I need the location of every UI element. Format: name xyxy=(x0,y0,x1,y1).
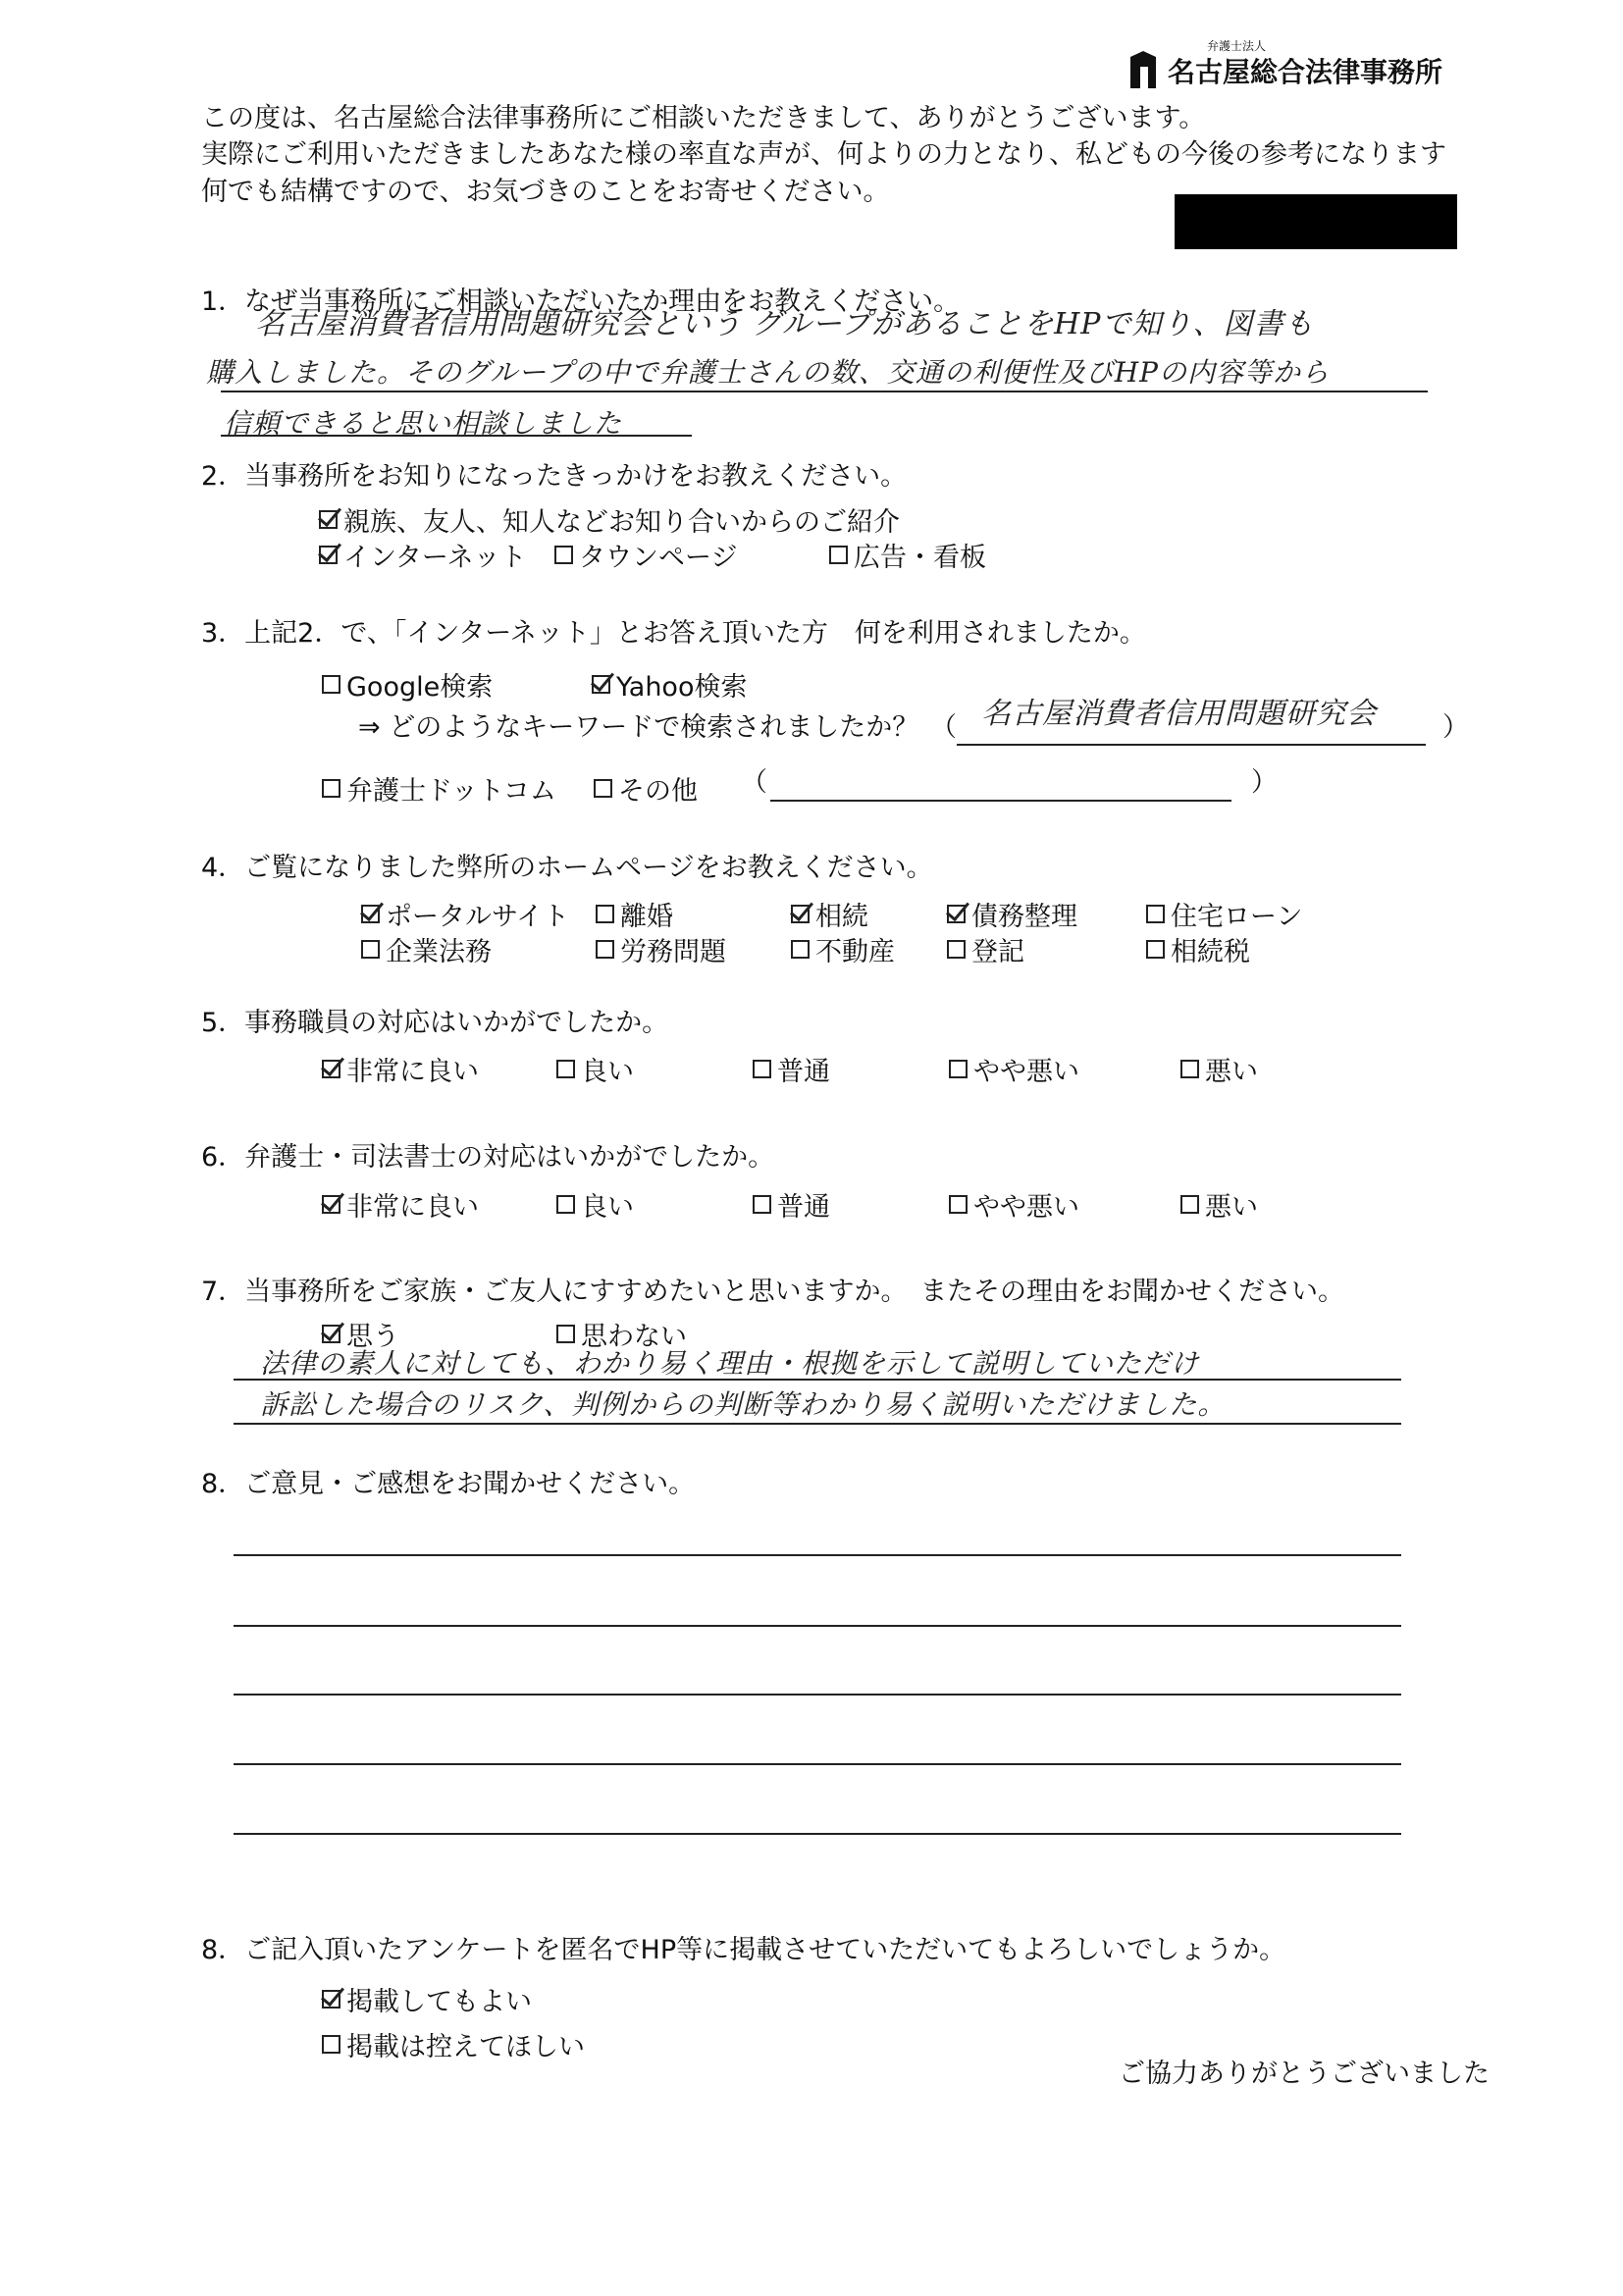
q3-option-google[interactable]: Google検索 xyxy=(322,665,493,704)
q7-option-no[interactable]: 思わない xyxy=(556,1315,687,1353)
checkbox-icon[interactable] xyxy=(791,940,810,959)
q4-label: 4．ご覧になりました弊所のホームページをお教えください。 xyxy=(201,853,933,883)
q3-option-yahoo[interactable]: Yahoo検索 xyxy=(592,665,747,704)
checkbox-checked-icon[interactable] xyxy=(319,510,338,529)
q7-option-yes[interactable]: 思う xyxy=(322,1315,399,1353)
q2-option-referral[interactable]: 親族、友人、知人などお知り合いからのご紹介 xyxy=(319,500,900,539)
intro-line-2: 実際にご利用いただきましたあなた様の率直な声が、何よりの力となり、私どもの今後の参考になります xyxy=(201,139,1446,170)
checkbox-icon[interactable] xyxy=(949,1060,968,1078)
checkbox-icon[interactable] xyxy=(596,940,614,959)
q5-option-somewhat-bad[interactable]: やや悪い xyxy=(949,1050,1079,1088)
q6-option-somewhat-bad[interactable]: やや悪い xyxy=(949,1185,1079,1224)
q5-option-good[interactable]: 良い xyxy=(556,1050,634,1088)
q4-option-divorce[interactable]: 離婚 xyxy=(596,895,673,933)
checkbox-icon[interactable] xyxy=(594,779,612,798)
checkbox-icon[interactable] xyxy=(1180,1195,1199,1214)
checkbox-icon[interactable] xyxy=(949,1195,968,1214)
q1-underline-2 xyxy=(221,435,692,437)
q4-option-corporate[interactable]: 企業法務 xyxy=(361,930,492,968)
checkbox-checked-icon[interactable] xyxy=(592,675,610,694)
q3-keyword-answer: 名古屋消費者信用問題研究会 xyxy=(981,697,1377,731)
q5-option-average[interactable]: 普通 xyxy=(753,1050,830,1088)
q4-option-debt[interactable]: 債務整理 xyxy=(947,895,1077,933)
checkbox-checked-icon[interactable] xyxy=(319,546,338,564)
q7-label: 7．当事務所をご家族・ご友人にすすめたいと思いますか。 またその理由をお聞かせください。 xyxy=(201,1277,1344,1307)
q5-option-bad[interactable]: 悪い xyxy=(1180,1050,1258,1088)
q6-option-bad[interactable]: 悪い xyxy=(1180,1185,1258,1224)
q4-option-real-estate[interactable]: 不動産 xyxy=(791,930,895,968)
q1-answer-line-1: 名古屋消費者信用問題研究会という グループがあることをHPで知り、図書も xyxy=(255,307,1315,341)
q3-other-open-paren: （ xyxy=(741,767,767,798)
q1-answer-line-3: 信頼できると思い相談しました xyxy=(224,407,623,440)
checkbox-icon[interactable] xyxy=(322,779,340,798)
checkbox-icon[interactable] xyxy=(554,546,573,564)
q4-option-portal[interactable]: ポータルサイト xyxy=(361,895,569,933)
q4-option-housing-loan[interactable]: 住宅ローン xyxy=(1146,895,1302,933)
closing-message: ご協力ありがとうございました xyxy=(1119,2059,1490,2089)
q7-underline-2 xyxy=(234,1423,1401,1425)
q8a-line-2[interactable] xyxy=(234,1625,1401,1627)
q4-option-registration[interactable]: 登記 xyxy=(947,930,1024,968)
q8a-line-5[interactable] xyxy=(234,1833,1401,1835)
q3-option-bengoshi-dotcom[interactable]: 弁護士ドットコム xyxy=(322,769,556,808)
q2-label: 2．当事務所をお知りになったきっかけをお教えください。 xyxy=(201,461,908,492)
q3-label: 3．上記2．で、「インターネット」とお答え頂いた方 何を利用されましたか。 xyxy=(201,618,1146,649)
q6-label: 6．弁護士・司法書士の対応はいかがでしたか。 xyxy=(201,1142,775,1173)
q8b-label: 8．ご記入頂いたアンケートを匿名でHP等に掲載させていただいてもよろしいでしょうか。 xyxy=(201,1935,1286,1965)
checkbox-icon[interactable] xyxy=(361,940,380,959)
q3-keyword-underline xyxy=(957,744,1426,746)
logo-firm-name: 名古屋総合法律事務所 xyxy=(1168,56,1443,88)
checkbox-icon[interactable] xyxy=(1146,905,1165,923)
intro-line-3: 何でも結構ですので、お気づきのことをお寄せください。 xyxy=(201,177,890,207)
q2-option-townpage[interactable]: タウンページ xyxy=(554,536,737,574)
q1-answer-line-2: 購入しました。そのグループの中で弁護士さんの数、交通の利便性及びHPの内容等から xyxy=(206,356,1331,389)
checkbox-checked-icon[interactable] xyxy=(791,905,810,923)
checkbox-checked-icon[interactable] xyxy=(322,1195,340,1214)
checkbox-checked-icon[interactable] xyxy=(947,905,966,923)
checkbox-icon[interactable] xyxy=(556,1195,575,1214)
q3-keyword-close-paren: ） xyxy=(1442,712,1469,743)
logo-corp-type: 弁護士法人 xyxy=(1207,39,1267,53)
q7-answer-line-2: 訴訟した場合のリスク、判例からの判断等わかり易く説明いただけました。 xyxy=(260,1388,1227,1421)
q8b-option-decline[interactable]: 掲載は控えてほしい xyxy=(322,2025,585,2063)
q5-option-very-good[interactable]: 非常に良い xyxy=(322,1050,479,1088)
q4-option-labor[interactable]: 労務問題 xyxy=(596,930,726,968)
q7-underline-1 xyxy=(234,1379,1401,1381)
q3-keyword-prompt: ⇒ どのようなキーワードで検索されましたか？ xyxy=(358,712,919,743)
checkbox-icon[interactable] xyxy=(829,546,848,564)
intro-line-1: この度は、名古屋総合法律事務所にご相談いただきまして、ありがとうございます。 xyxy=(201,103,1206,133)
q3-other-close-paren: ） xyxy=(1251,767,1278,798)
q2-option-internet[interactable]: インターネット xyxy=(319,536,527,574)
q7-answer-line-1: 法律の素人に対しても、わかり易く理由・根拠を示して説明していただけ xyxy=(260,1347,1200,1380)
checkbox-icon[interactable] xyxy=(753,1195,771,1214)
checkbox-icon[interactable] xyxy=(556,1325,575,1343)
firm-logo xyxy=(1128,39,1443,90)
q8a-line-3[interactable] xyxy=(234,1694,1401,1696)
checkbox-icon[interactable] xyxy=(322,2035,340,2054)
q4-option-inheritance[interactable]: 相続 xyxy=(791,895,868,933)
q8a-label: 8．ご意見・ご感想をお聞かせください。 xyxy=(201,1469,696,1499)
q6-option-average[interactable]: 普通 xyxy=(753,1185,830,1224)
q2-option-ads[interactable]: 広告・看板 xyxy=(829,536,986,574)
q6-option-very-good[interactable]: 非常に良い xyxy=(322,1185,479,1224)
q8a-line-4[interactable] xyxy=(234,1763,1401,1765)
q3-keyword-open-paren: （ xyxy=(930,712,957,743)
checkbox-icon[interactable] xyxy=(556,1060,575,1078)
checkbox-icon[interactable] xyxy=(596,905,614,923)
checkbox-icon[interactable] xyxy=(947,940,966,959)
checkbox-icon[interactable] xyxy=(1180,1060,1199,1078)
q1-underline xyxy=(221,391,1428,392)
q5-label: 5．事務職員の対応はいかがでしたか。 xyxy=(201,1008,669,1038)
q4-option-inheritance-tax[interactable]: 相続税 xyxy=(1146,930,1250,968)
checkbox-icon[interactable] xyxy=(1146,940,1165,959)
redaction-box xyxy=(1175,194,1457,249)
checkbox-icon[interactable] xyxy=(753,1060,771,1078)
checkbox-checked-icon[interactable] xyxy=(322,1325,340,1343)
q6-option-good[interactable]: 良い xyxy=(556,1185,634,1224)
checkbox-icon[interactable] xyxy=(322,675,340,694)
q8b-option-allow[interactable]: 掲載してもよい xyxy=(322,1980,532,2018)
checkbox-checked-icon[interactable] xyxy=(322,1060,340,1078)
q1-label: 1．なぜ当事務所にご相談いただいたか理由をお教えください。 xyxy=(201,287,961,317)
q3-other-underline[interactable] xyxy=(770,800,1231,802)
q8a-line-1[interactable] xyxy=(234,1554,1401,1556)
checkbox-checked-icon[interactable] xyxy=(361,905,380,923)
q3-option-other[interactable]: その他 xyxy=(594,769,698,808)
building-logo-icon xyxy=(1128,51,1160,90)
checkbox-checked-icon[interactable] xyxy=(322,1990,340,2009)
